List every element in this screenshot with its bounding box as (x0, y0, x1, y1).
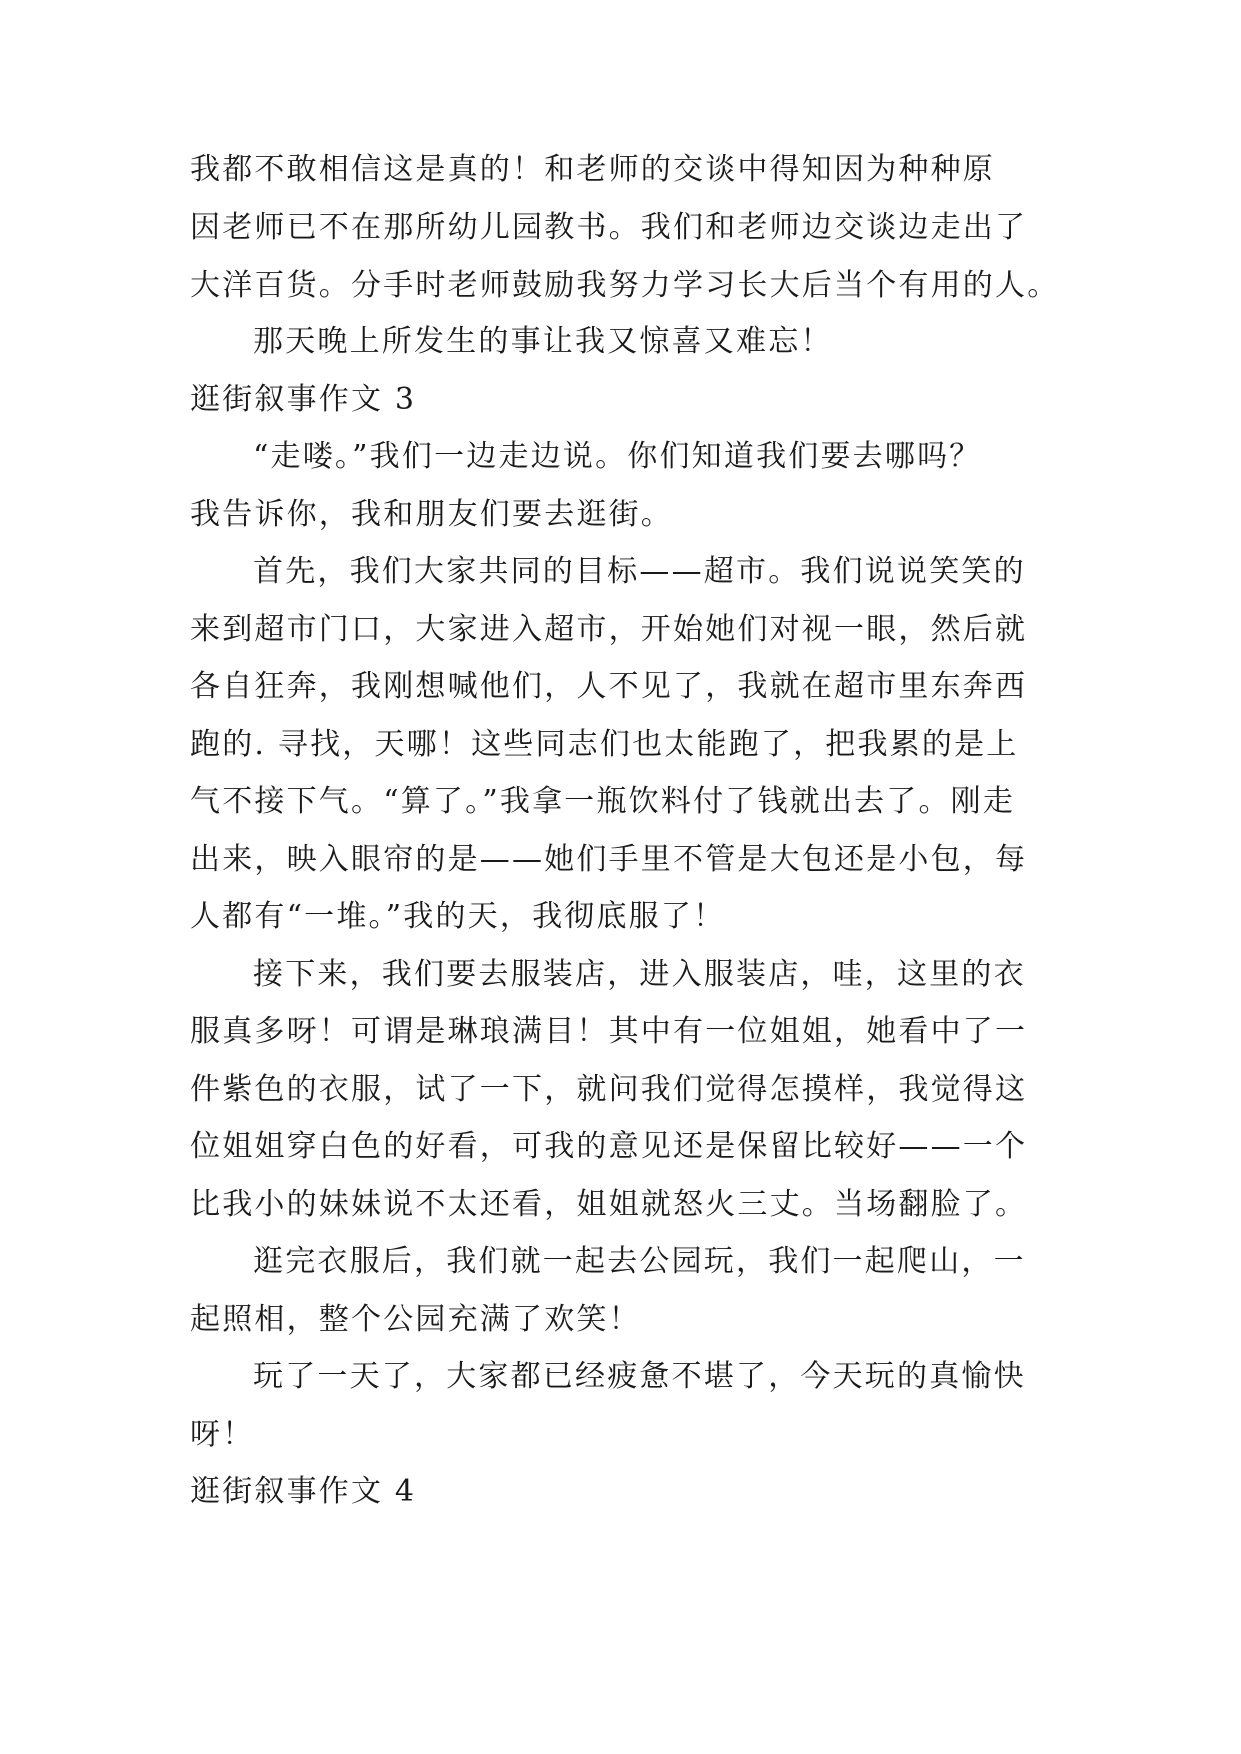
text-line: 来到超市门口，大家进入超市，开始她们对视一眼，然后就 (190, 612, 1028, 647)
text-line: 出来，映入眼帘的是——她们手里不管是大包还是小包，每 (190, 842, 1028, 877)
text-line: 比我小的妹妹说不太还看，姐姐就怒火三丈。当场翻脸了。 (190, 1187, 1028, 1222)
text-line: 位姐姐穿白色的好看，可我的意见还是保留比较好——一个 (190, 1129, 1028, 1164)
text-line: 大洋百货。分手时老师鼓励我努力学习长大后当个有用的人。 (190, 268, 1060, 303)
paragraph-start-line: 那天晚上所发生的事让我又惊喜又难忘！ (253, 324, 833, 359)
paragraph-start-line: 逛完衣服后，我们就一起去公园玩，我们一起爬山，一 (253, 1244, 1026, 1279)
text-line: 各自狂奔，我刚想喊他们，人不见了，我就在超市里东奔西 (190, 669, 1028, 704)
section-heading: 逛街叙事作文 4 (190, 1474, 417, 1509)
paragraph-start-line: “走喽。”我们一边走边说。你们知道我们要去哪吗？ (253, 439, 982, 474)
text-line: 因老师已不在那所幼儿园教书。我们和老师边交谈边走出了 (190, 210, 1028, 245)
paragraph-start-line: 首先，我们大家共同的目标——超市。我们说说笑笑的 (253, 554, 1026, 589)
text-line: 我都不敢相信这是真的！和老师的交谈中得知因为种种原 (190, 152, 995, 187)
text-line: 服真多呀！可谓是琳琅满目！其中有一位姐姐，她看中了一 (190, 1014, 1028, 1049)
text-line: 呀！ (190, 1417, 255, 1452)
text-line: 气不接下气。“算了。”我拿一瓶饮料付了钱就出去了。刚走 (190, 784, 1016, 819)
text-line: 跑的. 寻找，天哪！这些同志们也太能跑了，把我累的是上 (190, 727, 1019, 762)
text-line: 起照相，整个公园充满了欢笑！ (190, 1302, 641, 1337)
paragraph-start-line: 接下来，我们要去服装店，进入服装店，哇，这里的衣 (253, 957, 1026, 992)
section-heading: 逛街叙事作文 3 (190, 382, 417, 417)
text-line: 件紫色的衣服，试了一下，就问我们觉得怎摸样，我觉得这 (190, 1072, 1028, 1107)
text-line: 人都有“一堆。”我的天，我彻底服了！ (190, 899, 726, 934)
paragraph-start-line: 玩了一天了，大家都已经疲惫不堪了，今天玩的真愉快 (253, 1359, 1026, 1394)
text-line: 我告诉你，我和朋友们要去逛街。 (190, 497, 673, 532)
